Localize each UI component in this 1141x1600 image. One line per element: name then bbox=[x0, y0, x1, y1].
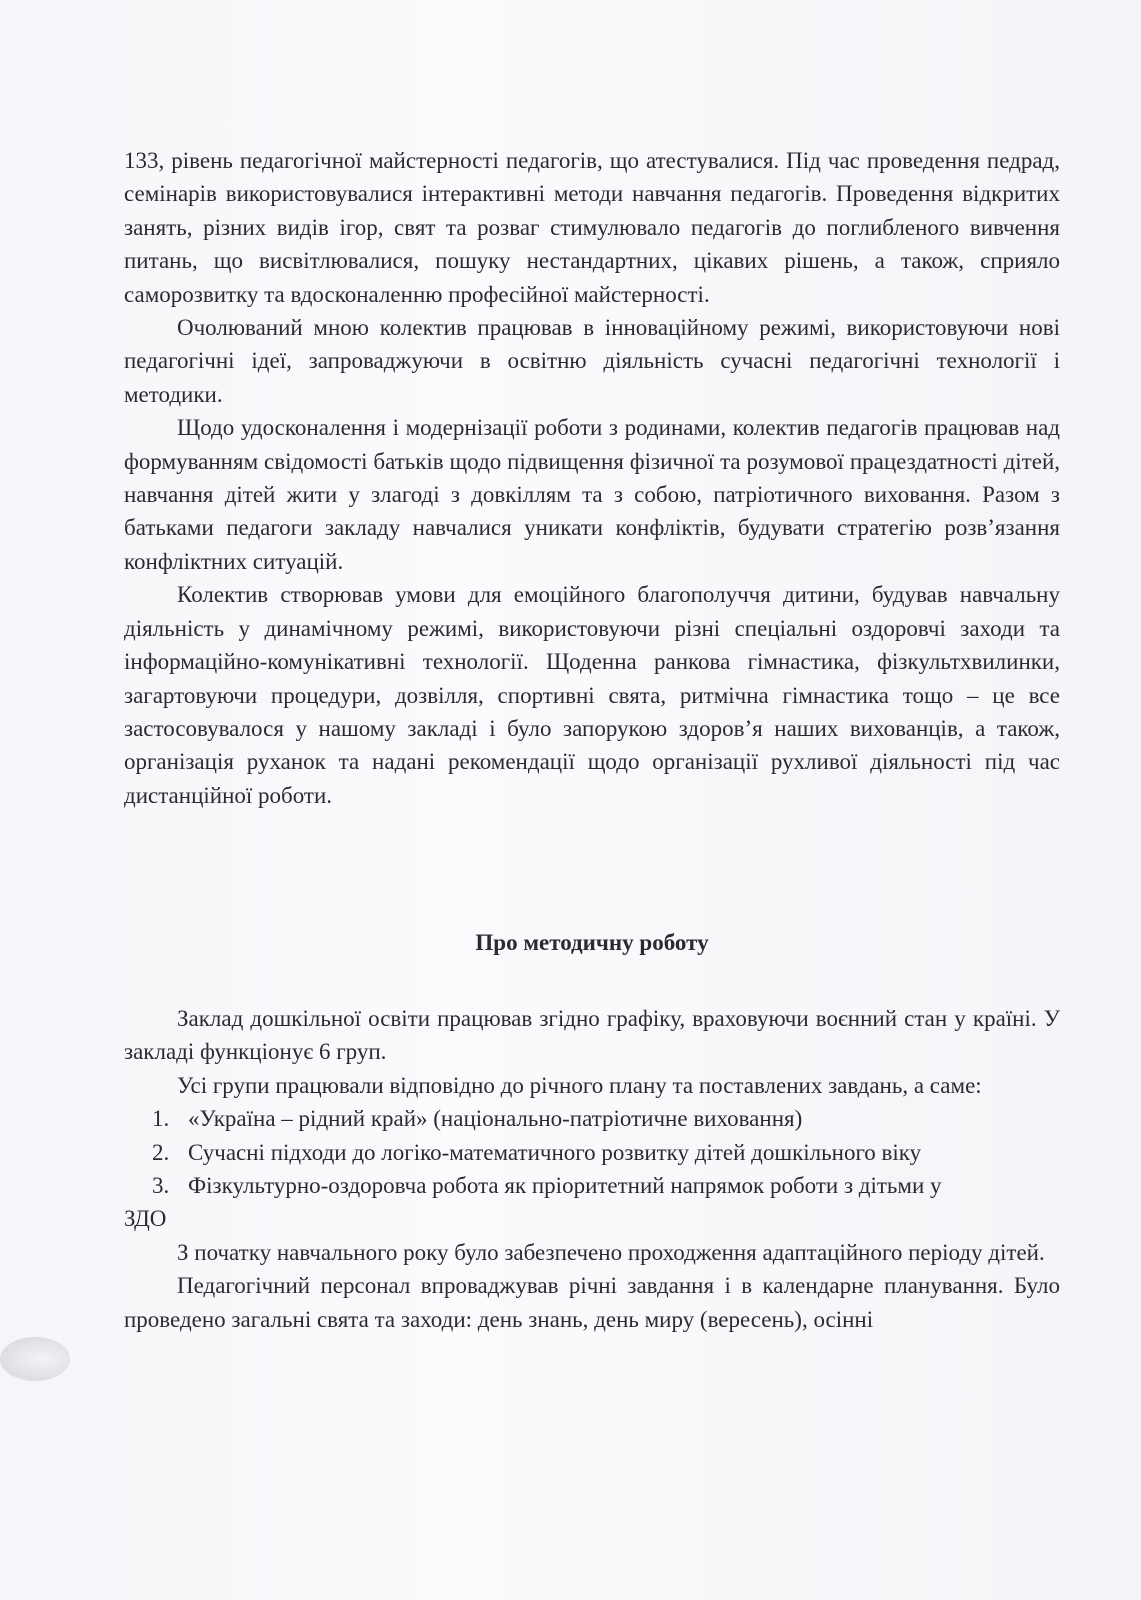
list-continuation: ЗДО bbox=[124, 1206, 167, 1232]
list-item-number: 3. bbox=[152, 1173, 170, 1199]
priority-list bbox=[124, 1102, 1060, 1202]
paragraph: Педагогічний персонал впроваджував річні завдання і в календарне планування. Було проведено загальні свята та заходи: день знань, день миру (вересень), осінні bbox=[124, 1273, 1060, 1332]
section-heading: Про методичну роботу bbox=[475, 930, 709, 955]
list-item-text: Сучасні підходи до логіко-математичного розвитку дітей дошкільного віку bbox=[188, 1139, 922, 1165]
body-text-section bbox=[124, 1002, 1060, 1336]
paragraph: 133, рівень педагогічної майстерності педагогів, що атестувалися. Під час проведення педрад, семінарів використовувалися інтерактивні методи навчання педагогів. Проведення відкритих занять, різних видів ігор, свят та розваг стимулювало педагогів до поглибленого вивчення питань, що висвітлювалися, пошуку нестандартних, цікавих рішень, а також, сприяло саморозвитку та вдосконаленню професійної майстерності. bbox=[124, 148, 1060, 307]
paper-hole-mark bbox=[0, 1337, 70, 1381]
list-item-text: Фізкультурно-оздоровча робота як пріоритетний напрямок роботи з дітьми у bbox=[188, 1173, 942, 1199]
list-item bbox=[124, 1169, 1060, 1202]
paragraph: Заклад дошкільної освіти працював згідно графіку, враховуючи воєнний стан у країні. У закладі функціонує 6 груп. bbox=[124, 1006, 1060, 1065]
paragraph: Колектив створював умови для емоційного благополуччя дитини, будував навчальну діяльність у динамічному режимі, використовуючи різні спеціальні оздоровчі заходи та інформаційно-комунікативні технології. Щоденна ранкова гімнастика, фізкультхвилинки, загартовуючи процедури, дозвілля, спортивні свята, ритмічна гімнастика тощо – це все застосовувалося у нашому закладі і було запорукою здоров’я наших вихованців, а також, організація руханок та надані рекомендації щодо організації рухливої діяльності під час дистанційної роботи. bbox=[124, 582, 1060, 808]
paragraph: Очолюваний мною колектив працював в інноваційному режимі, використовуючи нові педагогічні ідеї, запроваджуючи в освітню діяльність сучасні педагогічні технології і методики. bbox=[124, 315, 1060, 407]
paragraph: Усі групи працювали відповідно до річного плану та поставлених завдань, а саме: bbox=[177, 1072, 982, 1098]
paragraph: З початку навчального року було забезпечено проходження адаптаційного періоду дітей. bbox=[177, 1239, 1045, 1265]
list-item-number: 1. bbox=[152, 1106, 170, 1132]
list-item bbox=[124, 1136, 1060, 1169]
body-text-top bbox=[124, 144, 1060, 812]
paragraph: Щодо удосконалення і модернізації роботи з родинами, колектив педагогів працював над формуванням свідомості батьків щодо підвищення фізичної та розумової працездатності дітей, навчання дітей жити у злагоді з довкіллям та з собою, патріотичного виховання. Разом з батьками педагоги закладу навчалися уникати конфліктів, будувати стратегію розв’язання конфліктних ситуацій. bbox=[124, 415, 1060, 574]
list-item-text: «Україна – рідний край» (національно-патріотичне виховання) bbox=[188, 1106, 803, 1132]
list-item-number: 2. bbox=[152, 1139, 170, 1165]
list-item bbox=[124, 1102, 1060, 1135]
